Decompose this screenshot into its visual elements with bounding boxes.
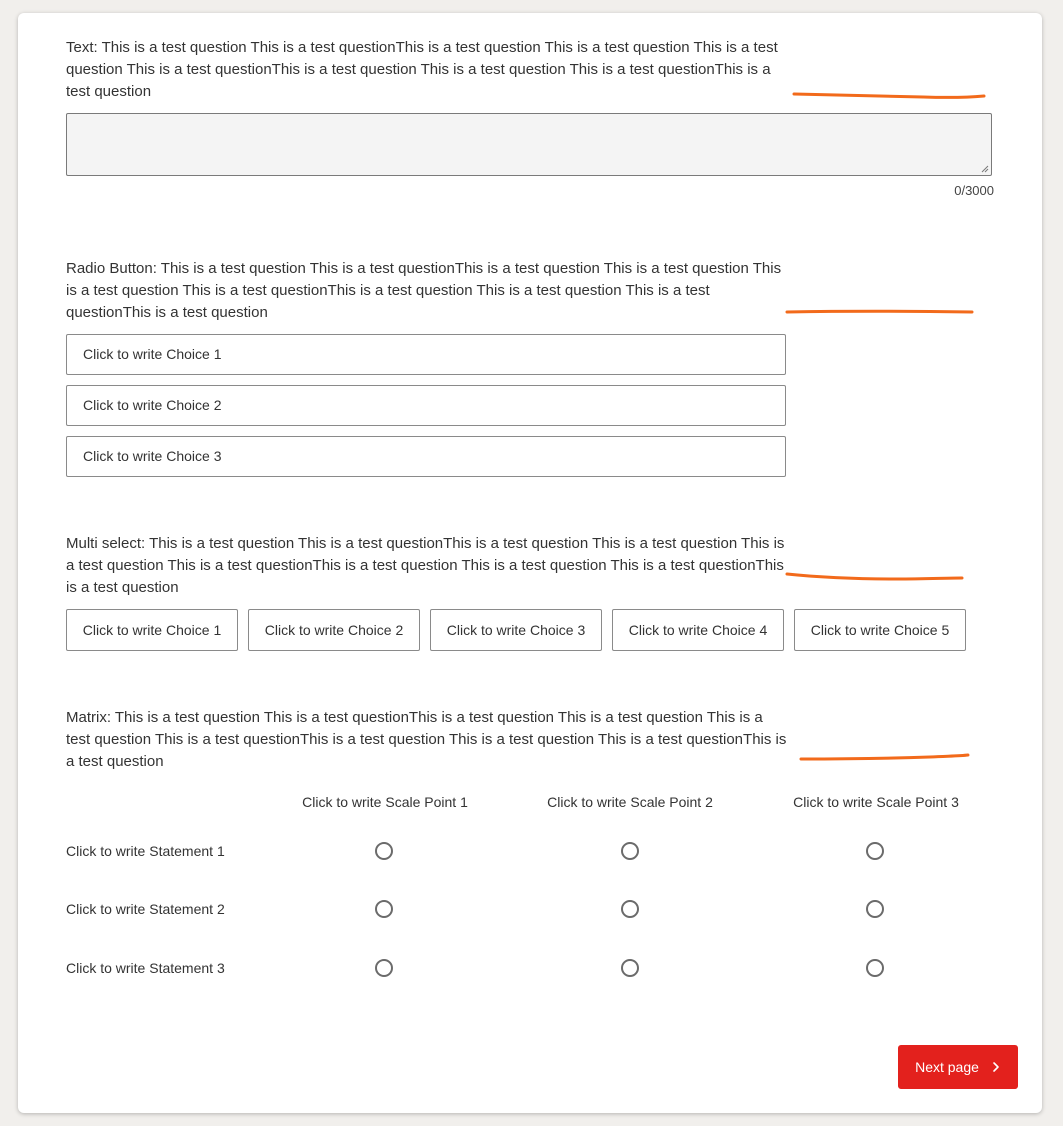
matrix-scale-point-1: Click to write Scale Point 1 xyxy=(302,794,468,810)
resize-handle-icon[interactable] xyxy=(981,165,989,173)
matrix-radio-r3-c3[interactable] xyxy=(866,959,884,977)
matrix-radio-r1-c3[interactable] xyxy=(866,842,884,860)
matrix-question-prompt: Matrix: This is a test question This is a test questionThis is a test question This is a test question This is a test question This is a test questionThis is a test question This is a test question This is a test questionThis is a test question xyxy=(66,709,787,770)
matrix-statement-1: Click to write Statement 1 xyxy=(66,843,225,859)
text-question-prompt: Text: This is a test question This is a test questionThis is a test question This is a test question This is a test question This is a test questionThis is a test question This is a test question This is a test questionThis is a test question xyxy=(66,39,778,100)
matrix-radio-r2-c1[interactable] xyxy=(375,900,393,918)
matrix-radio-r2-c2[interactable] xyxy=(621,900,639,918)
radio-choice-3[interactable]: Click to write Choice 3 xyxy=(66,436,786,477)
multi-choice-4[interactable]: Click to write Choice 4 xyxy=(612,609,784,651)
multi-select-choices xyxy=(66,609,966,651)
survey-card xyxy=(18,13,1042,1113)
multi-choice-2[interactable]: Click to write Choice 2 xyxy=(248,609,420,651)
radio-choice-2[interactable]: Click to write Choice 2 xyxy=(66,385,786,426)
next-page-label: Next page xyxy=(915,1059,979,1075)
matrix-radio-r3-c1[interactable] xyxy=(375,959,393,977)
matrix-scale-point-3: Click to write Scale Point 3 xyxy=(793,794,959,810)
matrix-radio-r1-c1[interactable] xyxy=(375,842,393,860)
character-counter: 0/3000 xyxy=(954,183,994,198)
annotation-underline xyxy=(793,91,988,103)
matrix-statement-3: Click to write Statement 3 xyxy=(66,960,225,976)
chevron-right-icon xyxy=(991,1061,1001,1073)
multi-choice-3[interactable]: Click to write Choice 3 xyxy=(430,609,602,651)
matrix-statement-2: Click to write Statement 2 xyxy=(66,901,225,917)
annotation-underline xyxy=(786,571,966,583)
matrix-radio-r2-c3[interactable] xyxy=(866,900,884,918)
multi-choice-1[interactable]: Click to write Choice 1 xyxy=(66,609,238,651)
annotation-underline xyxy=(800,751,972,763)
multi-select-question-prompt: Multi select: This is a test question This is a test questionThis is a test question This is a test question This is a test question This is a test questionThis is a test question This is a test question This is a test questionThis is a test question xyxy=(66,535,785,596)
next-page-button[interactable] xyxy=(898,1045,1018,1089)
radio-question-prompt: Radio Button: This is a test question This is a test questionThis is a test question This is a test question This is a test question This is a test questionThis is a test question This is a test question This is a test questionThis is a test question xyxy=(66,260,782,321)
matrix-radio-r3-c2[interactable] xyxy=(621,959,639,977)
text-answer-input[interactable] xyxy=(66,113,992,176)
matrix-radio-r1-c2[interactable] xyxy=(621,842,639,860)
annotation-underline xyxy=(786,308,976,316)
multi-choice-5[interactable]: Click to write Choice 5 xyxy=(794,609,966,651)
matrix-scale-point-2: Click to write Scale Point 2 xyxy=(547,794,713,810)
radio-choice-1[interactable]: Click to write Choice 1 xyxy=(66,334,786,375)
